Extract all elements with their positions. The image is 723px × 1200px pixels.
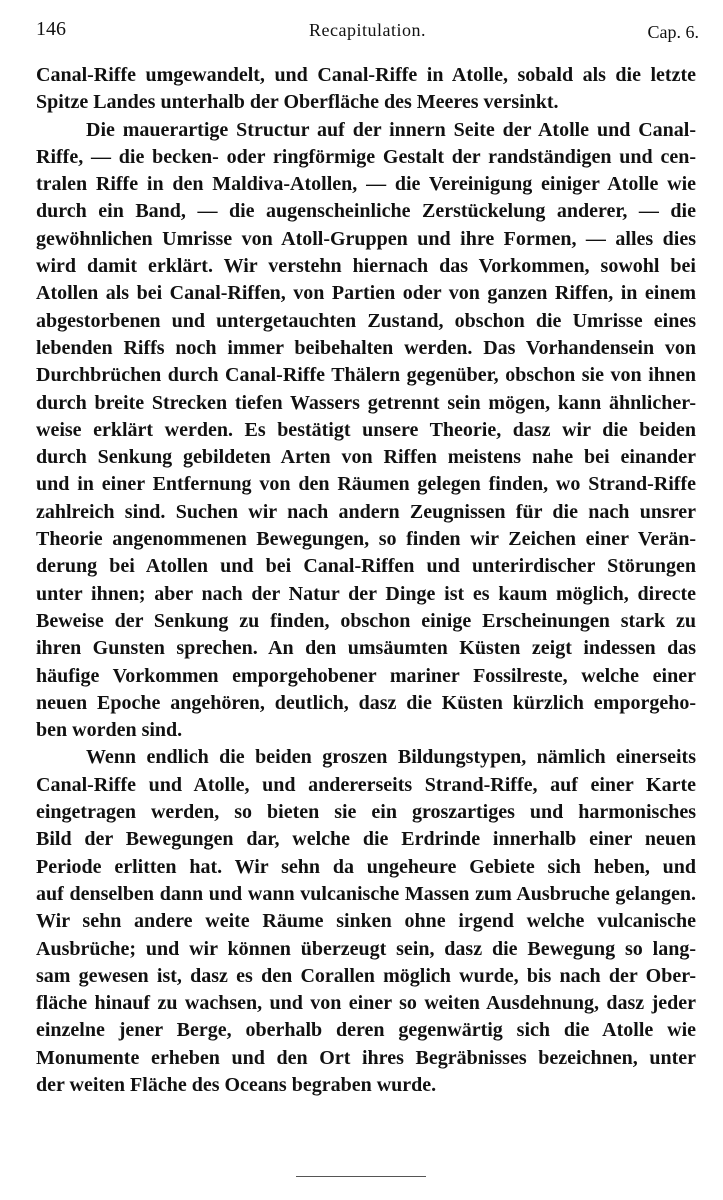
text-line: lebenden Riffs noch immer beibehalten werden. Das Vorhandensein von [36, 336, 696, 359]
text-line: Ausbrüche; und wir können überzeugt sein, dasz die Bewegung so lang- [36, 937, 696, 960]
text-line: gewöhnlichen Umrisse von Atoll-Gruppen und ihre Formen, — alles dies [36, 227, 696, 250]
text-line: häufige Vorkommen emporgehobener mariner Fossilreste, welche einer [36, 664, 696, 687]
text-line: durch ein Band, — die augenscheinliche Zerstückelung anderer, — die [36, 200, 696, 223]
running-title: Recapitulation. [309, 20, 426, 40]
text-line: derung bei Atollen und bei Canal-Riffen und unterirdischer Störungen [36, 555, 696, 578]
text-line: einzelne jener Berge, oberhalb deren gegenwärtig sich die Atolle wie [36, 1019, 696, 1042]
text-line: sam gewesen ist, dasz es den Corallen möglich wurde, bis nach der Ober- [36, 964, 696, 987]
paragraph [36, 117, 696, 745]
text-line: weise erklärt werden. Es bestätigt unsere Theorie, dasz wir die beiden [36, 418, 696, 441]
text-line: Durchbrüchen durch Canal-Riffe Thälern gegenüber, obschon sie von ihnen [36, 364, 696, 387]
text-line: Bild der Bewegungen dar, welche die Erdrinde innerhalb einer neuen [36, 828, 696, 851]
text-line: unter ihnen; aber nach der Natur der Dinge ist es kaum möglich, directe [36, 582, 696, 605]
chapter-label: Cap. 6. [647, 22, 699, 42]
text-line: tralen Riffe in den Maldiva-Atollen, — die Vereinigung einiger Atolle wie [36, 173, 696, 196]
text-line: abgestorbenen und untergetauchten Zustand, obschon die Umrisse eines [36, 309, 696, 332]
text-line: Canal-Riffe umgewandelt, und Canal-Riffe in Atolle, sobald als die letzte [36, 64, 696, 86]
text-line: Beweise der Senkung zu finden, obschon einige Erscheinungen stark zu [36, 609, 696, 632]
text-line: Monumente erheben und den Ort ihres Begräbnisses bezeichnen, unter [36, 1046, 696, 1069]
text-line: Wenn endlich die beiden groszen Bildungstypen, nämlich einerseits [86, 746, 696, 769]
page-header [36, 14, 699, 44]
text-line: wird damit erklärt. Wir verstehn hiernach das Vorkommen, sowohl bei [36, 255, 696, 278]
text-line: zahlreich sind. Suchen wir nach andern Zeugnissen für die nach unsrer [36, 500, 696, 523]
text-line: durch Senkung gebildeten Arten von Riffen meistens nahe bei einander [36, 446, 696, 469]
text-line: der weiten Fläche des Oceans begraben wurde. [36, 1073, 437, 1096]
text-line: Die mauerartige Structur auf der innern Seite der Atolle und Canal- [86, 118, 696, 141]
text-line: ihren Gunsten sprechen. An den umsäumten Küsten zeigt indessen das [36, 637, 696, 660]
text-line: Spitze Landes unterhalb der Oberfläche des Meeres versinkt. [36, 91, 559, 114]
text-line: eingetragen werden, so bieten sie ein groszartiges und harmonisches [36, 801, 696, 824]
text-line: fläche hinauf zu wachsen, und von einer so weiten Ausdehnung, dasz jeder [36, 992, 696, 1015]
text-line: durch breite Strecken tiefen Wassers getrennt sein mögen, kann ähnlicher- [36, 391, 696, 414]
text-line: Periode erlitten hat. Wir sehn da ungeheure Gebiete sich heben, und [36, 855, 696, 878]
text-line: Canal-Riffe und Atolle, und andererseits Strand-Riffe, auf einer Karte [36, 773, 696, 796]
text-line: Riffe, — die becken- oder ringförmige Gestalt der randständigen und cen- [36, 145, 696, 168]
text-line: Theorie angenommenen Bewegungen, so finden wir Zeichen einer Verän- [36, 528, 696, 551]
page-number: 146 [36, 18, 66, 40]
text-line: und in einer Entfernung von den Räumen gelegen finden, wo Strand-Riffe [36, 473, 696, 496]
text-line: ben worden sind. [36, 719, 183, 742]
paragraph [36, 62, 696, 117]
text-line: auf denselben dann und wann vulcanische Massen zum Ausbruche gelangen. [36, 882, 696, 905]
text-line: neuen Epoche angehören, deutlich, dasz die Küsten kürzlich emporgeho- [36, 691, 696, 714]
text-line: Atollen als bei Canal-Riffen, von Partien oder von ganzen Riffen, in einem [36, 282, 696, 305]
body-text [36, 62, 696, 1099]
end-rule [296, 1176, 426, 1177]
paragraph [36, 744, 696, 1099]
text-line: Wir sehn andere weite Räume sinken ohne irgend welche vulcanische [36, 910, 696, 933]
